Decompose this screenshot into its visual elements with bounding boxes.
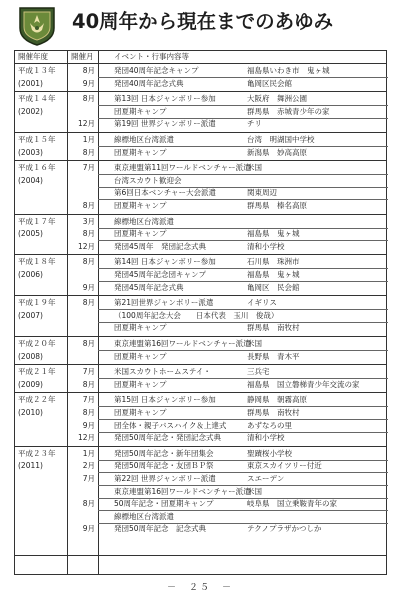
event-place: 新潟県 妙高高原 (247, 147, 307, 157)
event-place: 清和小学校 (247, 241, 285, 251)
event-place: チリ (247, 119, 262, 129)
event-place: 亀岡区 民会館 (247, 282, 300, 292)
event-name: 発団40周年記念キャンプ (114, 66, 199, 75)
event-month: 8月 (82, 298, 95, 308)
event-place: 岐阜県 国立乗鞍青年の家 (247, 499, 337, 509)
event-month: 12月 (77, 119, 95, 129)
event-name: 団夏期キャンプ (114, 106, 167, 116)
event-month: 8月 (82, 66, 95, 75)
event-month: 12月 (77, 241, 95, 251)
event-place: 三兵宅 (247, 367, 270, 377)
event-name: 線標地区台湾派遣 (114, 135, 174, 144)
event-name: 団夏期キャンプ (114, 407, 167, 417)
event-month: 7月 (82, 367, 95, 377)
year-label: 平成２１年 (18, 367, 56, 377)
event-name: 発団45周年記念団キャンプ (114, 269, 207, 279)
year-group (15, 393, 386, 446)
event-month: 1月 (82, 448, 95, 458)
event-name: 線標地区台湾派遣 (114, 511, 174, 521)
event-name: 東京連盟第16回ワールドベンチャー派遣 (114, 486, 251, 496)
event-name: 団全体・親子バスハイク＆上達式 (114, 420, 227, 430)
year-group (15, 133, 386, 161)
event-place: 米国 (247, 163, 262, 173)
event-name: 発団45周年 発団記念式典 (114, 241, 207, 251)
header-event: イベント・行事内容等 (114, 52, 189, 61)
event-place: 大阪府 舞洲公園 (247, 94, 307, 104)
event-month: 2月 (82, 461, 95, 471)
year-western-label: (2010) (18, 407, 43, 417)
event-month: 9月 (82, 524, 95, 534)
event-place: 福島県 鬼ヶ城 (247, 269, 300, 279)
event-name: 団夏期キャンプ (114, 379, 167, 389)
event-place: 福島県 鬼ヶ城 (247, 229, 300, 239)
event-month: 8月 (82, 94, 95, 104)
event-month: 8月 (82, 499, 95, 509)
table-header (15, 51, 386, 64)
event-month: 8月 (82, 379, 95, 389)
event-place: 関東周辺 (247, 188, 277, 198)
event-name: 東京連盟第11回ワールドベンチャー派遣 (114, 163, 251, 173)
event-place: 米国 (247, 339, 262, 348)
year-group (15, 161, 386, 214)
year-western-label: (2004) (18, 175, 43, 185)
year-western-label: (2003) (18, 147, 43, 157)
header-era: 開催年度 (18, 52, 48, 61)
event-month: 8月 (82, 147, 95, 157)
event-name: 発団50周年記念 記念式典 (114, 524, 207, 534)
event-name: 50周年記念・団夏期キャンプ (114, 499, 214, 509)
year-western-label: (2011) (18, 461, 43, 471)
year-group (15, 255, 386, 296)
year-group (15, 215, 386, 256)
year-western-label: (2001) (18, 78, 43, 88)
year-label: 平成２２年 (18, 395, 56, 405)
event-month: 1月 (82, 135, 95, 144)
event-name: 団夏期キャンプ (114, 323, 167, 333)
event-month: 8月 (82, 407, 95, 417)
event-month: 8月 (82, 257, 95, 267)
troop-emblem (16, 6, 58, 46)
year-western-label: (2007) (18, 310, 43, 320)
year-group (15, 447, 386, 556)
event-place: 清和小学校 (247, 433, 285, 443)
event-name: （100周年記念大会 日本代表 玉川 俊哉） (114, 310, 279, 320)
event-place: 福島県 国立磐梯青少年交流の家 (247, 379, 360, 389)
year-western-label: (2006) (18, 269, 43, 279)
event-month: 8月 (82, 229, 95, 239)
event-month: 7月 (82, 395, 95, 405)
year-western-label: (2002) (18, 106, 43, 116)
event-name: 発団50周年記念・友団ＢＰ祭 (114, 461, 214, 471)
year-label: 平成１３年 (18, 66, 56, 75)
event-name: 団夏期キャンプ (114, 200, 167, 210)
event-name: 団夏期キャンプ (114, 147, 167, 157)
event-month: 8月 (82, 339, 95, 348)
year-label: 平成１５年 (18, 135, 56, 144)
event-name: 東京連盟第16回ワールドベンチャー派遣 (114, 339, 251, 348)
event-place: 聖蹟桜小学校 (247, 448, 292, 458)
year-label: 平成２３年 (18, 448, 56, 458)
year-label: 平成１４年 (18, 94, 56, 104)
event-name: 線標地区台湾派遣 (114, 216, 174, 226)
event-name: 団夏期キャンプ (114, 229, 167, 239)
event-month: 9月 (82, 420, 95, 430)
event-place: 群馬県 南牧村 (247, 323, 300, 333)
event-place: 群馬県 赤城青少年の家 (247, 106, 330, 116)
event-month: 9月 (82, 78, 95, 88)
event-place: 石川県 珠洲市 (247, 257, 300, 267)
event-name: 団夏期キャンプ (114, 351, 167, 361)
event-name: 第6回日本ベンチャー大会派遣 (114, 188, 217, 198)
year-western-label: (2005) (18, 229, 43, 239)
event-name: 発団40周年記念式典 (114, 78, 184, 88)
year-label: 平成１６年 (18, 163, 56, 173)
event-place: 米国 (247, 486, 262, 496)
year-label: 平成１７年 (18, 216, 56, 226)
year-group (15, 92, 386, 133)
page-title: 40周年から現在までのあゆみ (72, 10, 334, 33)
event-place: 群馬県 榛名高原 (247, 200, 307, 210)
event-place: 福島県いわき市 鬼ヶ城 (247, 66, 330, 75)
event-name: 第21回世界ジャンボリー派遣 (114, 298, 214, 308)
event-place: 長野県 青木平 (247, 351, 300, 361)
event-month: 12月 (77, 433, 95, 443)
event-name: 発団50周年記念・新年団集会 (114, 448, 214, 458)
year-group (15, 365, 386, 393)
event-name: 第15回 日本ジャンボリー参加 (114, 395, 216, 405)
event-place: あずなろの里 (247, 420, 292, 430)
event-place: スエーデン (247, 473, 285, 483)
event-place: 東京スカイツリー付近 (247, 461, 322, 471)
event-place: 群馬県 南牧村 (247, 407, 300, 417)
year-group (15, 296, 386, 337)
event-name: 台湾スカウト歓迎会 (114, 175, 182, 185)
year-label: 平成２０年 (18, 339, 56, 348)
event-month: 7月 (82, 473, 95, 483)
history-table (14, 50, 387, 575)
event-name: 発団50周年記念・発団記念式典 (114, 433, 222, 443)
year-label: 平成１８年 (18, 257, 56, 267)
event-name: 米国スカウトホームステイ・ (114, 367, 211, 377)
header-month: 開催月 (71, 52, 94, 61)
page-number: － ２５ － (166, 583, 233, 593)
year-group (15, 337, 386, 365)
year-group (15, 64, 386, 92)
event-name: 第14回 日本ジャンボリー参加 (114, 257, 216, 267)
event-place: 亀岡区民会館 (247, 78, 292, 88)
event-name: 第22回 世界ジャンボリー派遣 (114, 473, 216, 483)
year-western-label: (2008) (18, 351, 43, 361)
event-place: 静岡県 朝霧高原 (247, 395, 307, 405)
event-name: 第13回 日本ジャンボリー参加 (114, 94, 216, 104)
event-place: テクノプラザかつしか (247, 524, 322, 534)
year-label: 平成１９年 (18, 298, 56, 308)
event-month: 8月 (82, 200, 95, 210)
event-month: 9月 (82, 282, 95, 292)
event-place: 台湾 明湖国中学校 (247, 135, 315, 144)
event-month: 7月 (82, 163, 95, 173)
event-place: イギリス (247, 298, 277, 308)
event-name: 発団45周年記念式典 (114, 282, 184, 292)
event-name: 第19回 世界ジャンボリー派遣 (114, 119, 216, 129)
year-western-label: (2009) (18, 379, 43, 389)
event-month: 3月 (82, 216, 95, 226)
